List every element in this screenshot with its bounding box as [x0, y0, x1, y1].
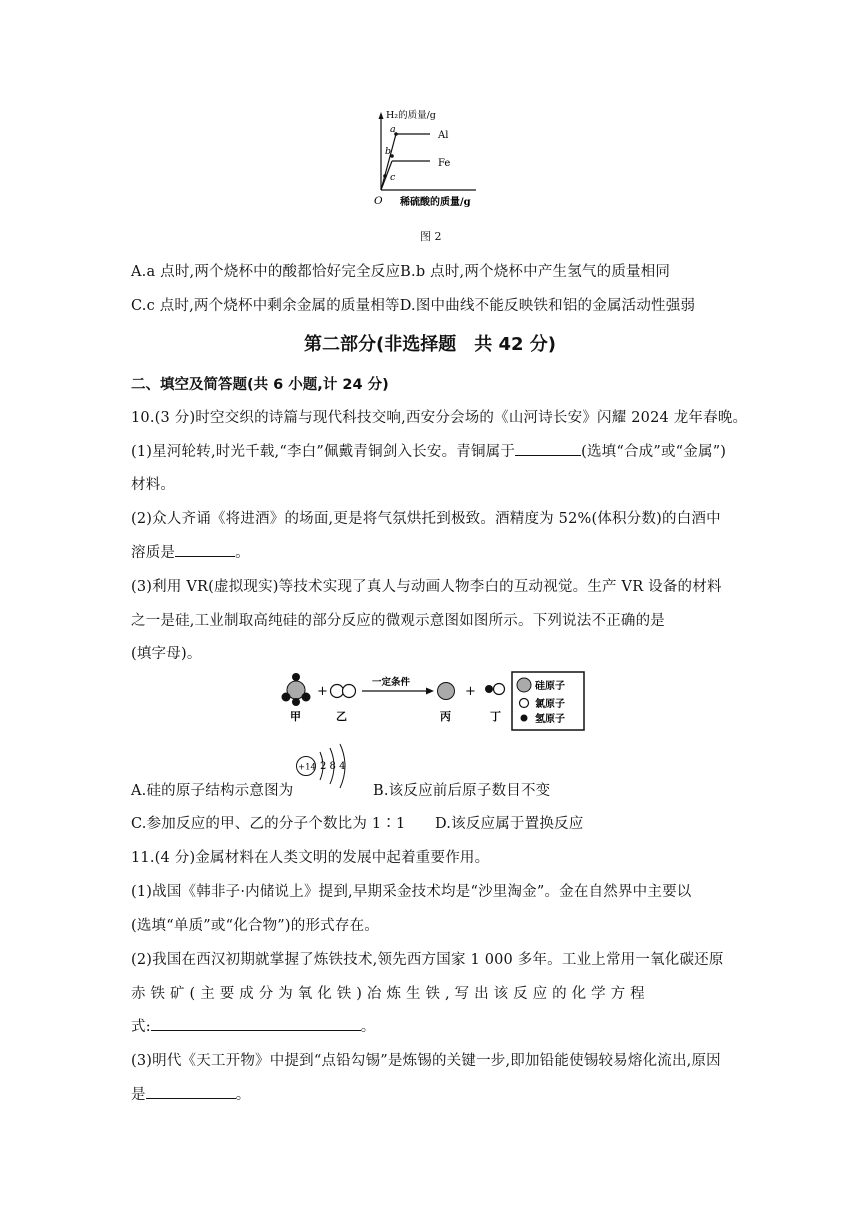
q10-option-d: D.该反应属于置换反应: [435, 816, 584, 832]
q10-p3-text3: (填字母)。: [131, 646, 202, 662]
molecule-bing: [438, 683, 455, 700]
q9-option-a: A.a 点时,两个烧杯中的酸都恰好完全反应: [131, 264, 401, 280]
legend-h: 氢原子: [535, 714, 565, 725]
q10-p2-period: 。: [235, 545, 250, 561]
legend-h-icon: [521, 715, 528, 722]
q9-option-d: D.图中曲线不能反映铁和铝的金属活动性强弱: [399, 298, 696, 314]
plus-2: +: [465, 684, 476, 699]
graph-y-arrow: [379, 112, 384, 119]
q11-part3-end: [131, 1083, 250, 1104]
q11-answer-blank-equation[interactable]: [151, 1016, 361, 1031]
q10-part2-end: [131, 541, 250, 562]
q11-p2-label: 式:: [131, 1019, 151, 1035]
q11-p2-period: 。: [360, 1019, 376, 1035]
q10-p2-label: 溶质是: [131, 545, 176, 561]
q10-p2-text: (2)众人齐诵《将进酒》的场面,更是将气氛烘托到极致。酒精度为 52%(体积分数)的白酒中: [131, 511, 721, 527]
q10-p3-text1: (3)利用 VR(虚拟现实)等技术实现了真人与动画人物李白的互动视觉。生产 VR 设备的材料: [131, 579, 722, 595]
q9-options-row2: [131, 294, 695, 315]
reaction-condition: 一定条件: [372, 677, 411, 688]
legend-si-icon: [517, 678, 531, 692]
q9-option-b: B.b 点时,两个烧杯中产生氢气的质量相同: [400, 264, 671, 280]
q10-answer-blank-1[interactable]: [515, 441, 581, 456]
q11-part2-end: [131, 1015, 376, 1036]
h2-mass-graph: [360, 108, 500, 214]
graph-label-c: c: [390, 172, 396, 183]
graph-point-c: [383, 174, 387, 178]
q10-p1-text: (1)星河轮转,时光千载,“李白”佩戴青铜剑入长安。青铜属于: [131, 444, 516, 460]
molecule-jia: [282, 673, 311, 706]
q10-answer-blank-2[interactable]: [175, 542, 235, 557]
graph-origin: O: [374, 195, 383, 207]
q11-p2-text1: (2)我国在西汉初期就掌握了炼铁技术,领先西方国家 1 000 多年。工业上常用一氧化碳还原: [131, 952, 724, 968]
plus-1: +: [317, 684, 328, 699]
q10-p3-text2: 之一是硅,工业制取高纯硅的部分反应的微观示意图如图所示。下列说法不正确的是: [131, 613, 666, 629]
graph-xlabel: 稀硫酸的质量/g: [400, 197, 471, 208]
label-ding: 丁: [490, 710, 501, 723]
label-yi: 乙: [336, 710, 347, 723]
q11-p3-text: (3)明代《天工开物》中提到“点铅勾锡”是炼锡的关键一步,即加铅能使锡较易熔化流出,原因: [131, 1053, 721, 1069]
q11-answer-blank-reason[interactable]: [146, 1084, 236, 1099]
graph-label-al: Al: [438, 130, 449, 141]
q10-option-b: B.该反应前后原子数目不变: [373, 783, 551, 799]
q9-options-row1: [131, 260, 670, 281]
q9-option-c: C.c 点时,两个烧杯中剩余金属的质量相等: [131, 298, 400, 314]
q11-p1-text: (1)战国《韩非子·内储说上》提到,早期采金技术均是“沙里淘金”。金在自然界中主要以: [131, 884, 692, 900]
label-jia: 甲: [290, 710, 301, 723]
q10-option-c: C.参加反应的甲、乙的分子个数比为 1∶1: [131, 816, 406, 832]
atom-nucleus-charge: +14: [298, 762, 316, 773]
molecule-ding: [485, 684, 505, 695]
q10-p1-end: 材料。: [131, 477, 176, 493]
atom-shell-electrons: 2 8 4: [320, 761, 346, 772]
label-bing: 丙: [440, 710, 451, 723]
q10-option-a: A.硅的原子结构示意图为: [131, 783, 294, 799]
molecule-yi: [331, 685, 356, 698]
q11-stem: 11.(4 分)金属材料在人类文明的发展中起着重要作用。: [131, 850, 490, 866]
q11-p1-end: (选填“单质”或“化合物”)的形式存在。: [131, 918, 379, 934]
figure-caption: 图 2: [420, 230, 442, 243]
graph-ylabel: H₂的质量/g: [386, 110, 436, 121]
graph-label-fe: Fe: [438, 158, 451, 169]
reaction-diagram: [278, 670, 588, 734]
q11-p3-period: 。: [235, 1087, 251, 1103]
q10-part1: [131, 440, 726, 461]
section2-title: 二、填空及简答题(共 6 小题,计 24 分): [131, 377, 389, 393]
graph-label-b: b: [385, 146, 392, 157]
q11-p2-text2: 赤 铁 矿 ( 主 要 成 分 为 氧 化 铁 ) 冶 炼 生 铁 , 写 出 该 反 应 的 化 学 方 程: [131, 986, 645, 1002]
part2-title: 第二部分(非选择题 共 42 分): [303, 334, 557, 355]
legend-si: 硅原子: [535, 681, 565, 692]
legend-cl: 氯原子: [535, 699, 565, 710]
silicon-atom-structure: [294, 740, 356, 792]
q11-p3-label: 是: [131, 1087, 146, 1103]
q10-p1-hint: (选填“合成”或“金属”): [581, 444, 727, 460]
q10-stem: 10.(3 分)时空交织的诗篇与现代科技交响,西安分会场的《山河诗长安》闪耀 2024 龙年春晚。: [131, 410, 748, 426]
graph-label-a: a: [390, 124, 396, 135]
legend-cl-icon: [520, 699, 529, 708]
